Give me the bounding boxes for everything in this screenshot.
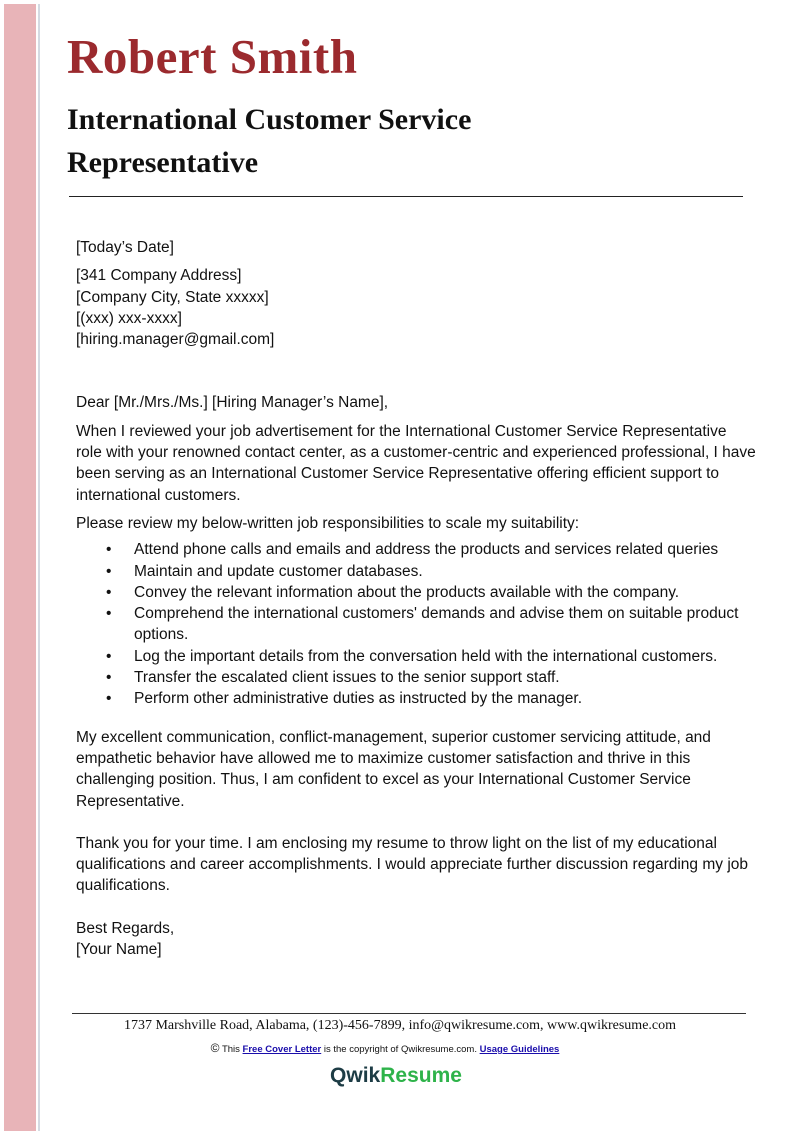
letter-date: [Today’s Date] bbox=[76, 239, 174, 256]
copy-middle: is the copyright of Qwikresume.com. bbox=[321, 1044, 480, 1055]
footer-divider bbox=[72, 1013, 746, 1014]
sidebar-edge bbox=[38, 4, 40, 1131]
applicant-name: Robert Smith bbox=[67, 29, 358, 84]
usage-guidelines-link[interactable]: Usage Guidelines bbox=[479, 1044, 560, 1055]
signature: [Your Name] bbox=[76, 941, 162, 959]
recipient-phone: [(xxx) xxx-xxxx] bbox=[76, 309, 182, 327]
free-cover-letter-link[interactable]: Free Cover Letter bbox=[242, 1044, 322, 1055]
decorative-sidebar bbox=[4, 4, 36, 1131]
list-item: • Log the important details from the conversation held with the international customers. bbox=[134, 646, 756, 667]
logo-resume: Resume bbox=[380, 1064, 462, 1087]
copy-prefix: This bbox=[219, 1044, 243, 1055]
qwikresume-logo[interactable] bbox=[0, 1064, 792, 1088]
list-item: • Maintain and update customer databases. bbox=[134, 561, 756, 582]
job-title-line1: International Customer Service bbox=[67, 103, 472, 136]
letter-body bbox=[76, 237, 756, 960]
salutation: Dear [Mr./Mrs./Ms.] [Hiring Manager’s Name], bbox=[76, 394, 389, 412]
copyright-icon: © bbox=[210, 1041, 220, 1055]
copyright-notice bbox=[0, 1041, 770, 1055]
recipient-address: [341 Company Address] bbox=[76, 267, 242, 285]
body-paragraph-2: My excellent communication, conflict-management, superior customer servicing attitude, and empathetic behavior have allowed me to maximize customer satisfaction and thrive in this challenging position. Thus, I am confident to excel as your International Customer Service Representative. bbox=[76, 728, 711, 810]
recipient-email: [hiring.manager@gmail.com] bbox=[76, 331, 275, 349]
header-divider bbox=[69, 196, 743, 197]
recipient-city-state: [Company City, State xxxxx] bbox=[76, 288, 269, 306]
list-item: • Attend phone calls and emails and address the products and services related queries bbox=[134, 539, 756, 560]
list-item: • Convey the relevant information about the products available with the company. bbox=[134, 582, 756, 603]
logo-qwik: Qwik bbox=[330, 1064, 381, 1087]
closing: Best Regards, bbox=[76, 919, 175, 937]
list-item: • Perform other administrative duties as instructed by the manager. bbox=[134, 688, 756, 709]
list-item: • Comprehend the international customers' demands and advise them on suitable product options. bbox=[134, 603, 756, 646]
footer-address: 1737 Marshville Road, Alabama, (123)-456-7899, info@qwikresume.com, www.qwikresume.com bbox=[123, 1018, 677, 1033]
job-title bbox=[67, 98, 747, 184]
job-title-line2: Representative bbox=[67, 146, 259, 179]
intro-paragraph: When I reviewed your job advertisement for the International Customer Service Representative role with your renowned contact center, as a customer-centric and experienced professional, I have been serving as an International Customer Service Representative offering efficient support to international customers. bbox=[76, 422, 756, 504]
list-intro: Please review my below-written job responsibilities to scale my suitability: bbox=[76, 514, 580, 532]
list-item: • Transfer the escalated client issues to the senior support staff. bbox=[134, 667, 756, 688]
responsibilities-list bbox=[76, 539, 756, 709]
body-paragraph-3: Thank you for your time. I am enclosing my resume to throw light on the list of my educational qualifications and career accomplishments. I would appreciate further discussion regarding my job qualifications. bbox=[76, 834, 749, 895]
